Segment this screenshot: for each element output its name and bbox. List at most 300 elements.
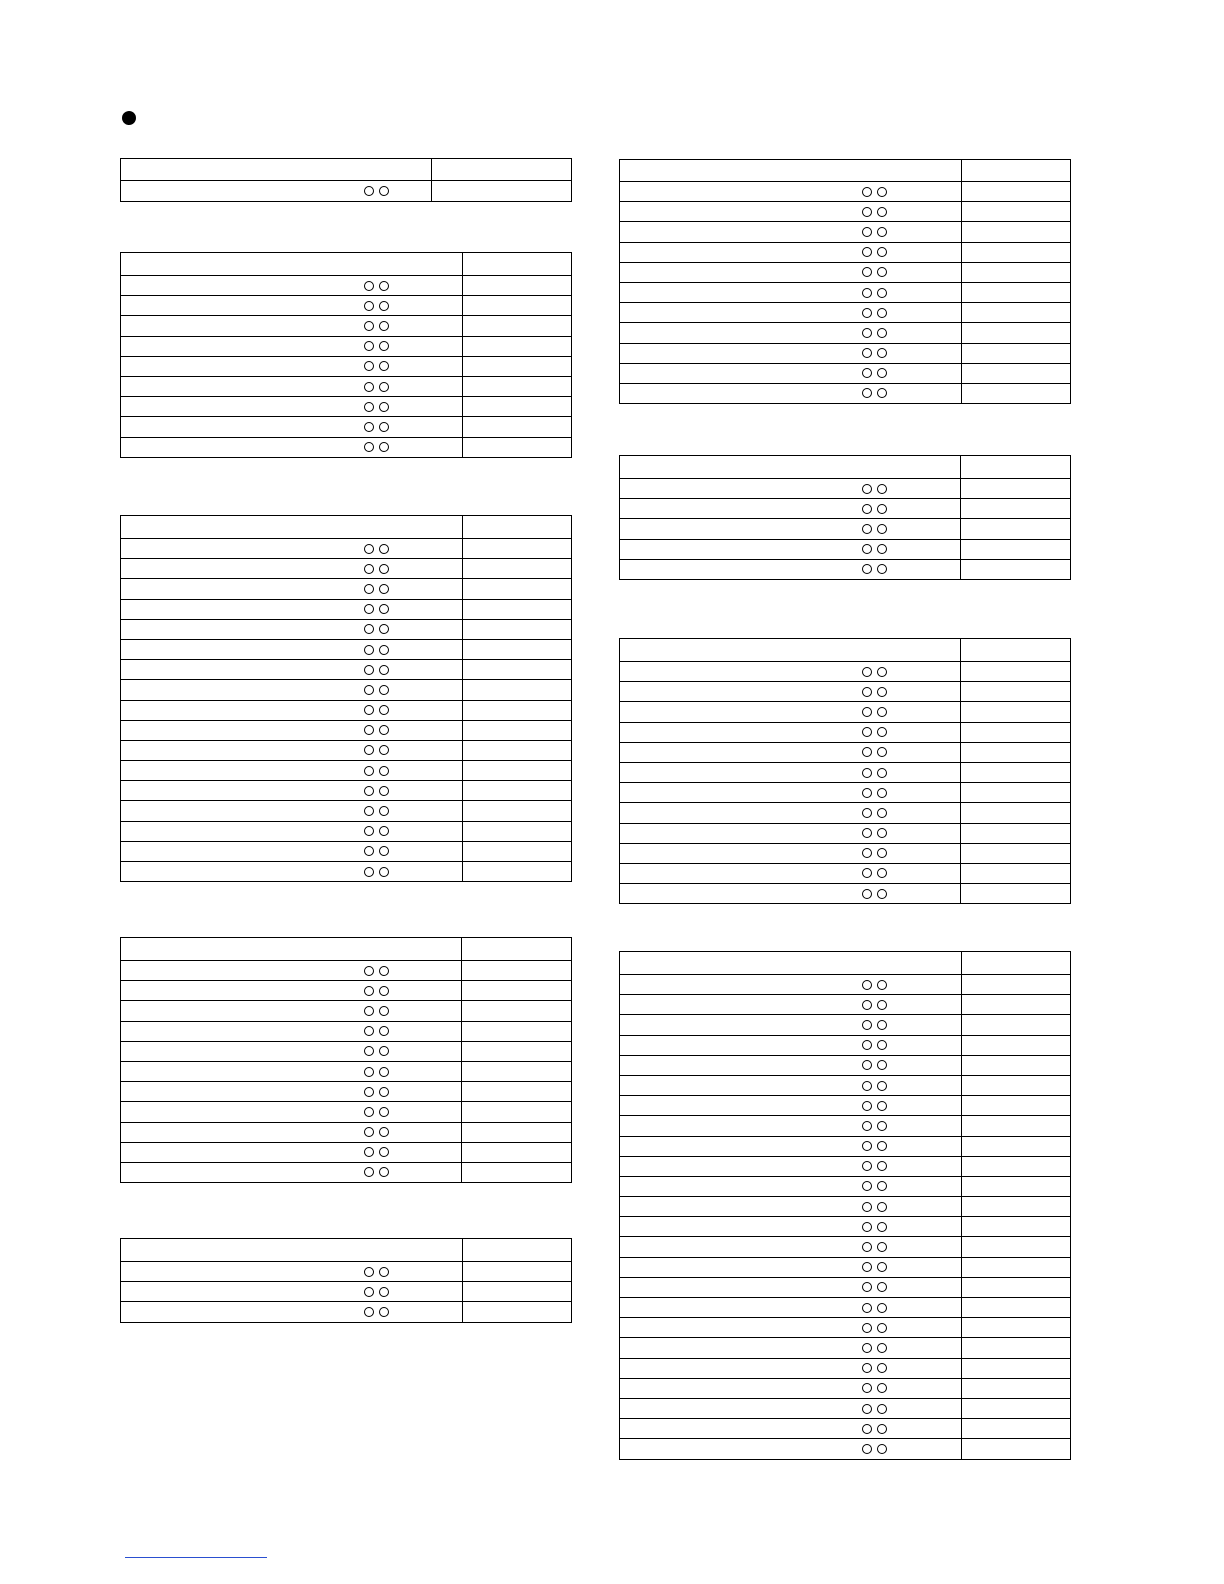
radio-circle-icon[interactable] — [862, 1141, 872, 1151]
radio-circle-icon[interactable] — [379, 1127, 389, 1137]
row-label-cell — [620, 1035, 962, 1055]
radio-group — [364, 786, 389, 796]
radio-circle-icon[interactable] — [364, 867, 374, 877]
table-row — [620, 222, 1071, 242]
radio-group — [862, 267, 887, 277]
radio-circle-icon[interactable] — [862, 1404, 872, 1414]
radio-circle-icon[interactable] — [379, 1046, 389, 1056]
radio-circle-icon[interactable] — [379, 442, 389, 452]
radio-circle-icon[interactable] — [877, 768, 887, 778]
radio-circle-icon[interactable] — [364, 544, 374, 554]
radio-circle-icon[interactable] — [379, 624, 389, 634]
radio-circle-icon[interactable] — [877, 848, 887, 858]
row-value-cell — [962, 1136, 1071, 1156]
radio-group — [862, 484, 887, 494]
row-value-cell — [462, 1122, 572, 1142]
table-header-row — [121, 253, 572, 276]
row-value-cell — [463, 579, 572, 599]
table-row — [620, 762, 1071, 782]
radio-circle-icon[interactable] — [862, 1444, 872, 1454]
row-label-cell — [620, 1176, 962, 1196]
radio-circle-icon[interactable] — [877, 1444, 887, 1454]
radio-group — [364, 705, 389, 715]
radio-circle-icon[interactable] — [364, 806, 374, 816]
radio-circle-icon[interactable] — [379, 321, 389, 331]
radio-circle-icon[interactable] — [862, 980, 872, 990]
radio-circle-icon[interactable] — [877, 1161, 887, 1171]
radio-circle-icon[interactable] — [877, 1121, 887, 1131]
radio-circle-icon[interactable] — [862, 1121, 872, 1131]
radio-circle-icon[interactable] — [877, 1323, 887, 1333]
row-value-cell — [463, 336, 572, 356]
radio-circle-icon[interactable] — [862, 1242, 872, 1252]
radio-circle-icon[interactable] — [379, 1267, 389, 1277]
radio-circle-icon[interactable] — [379, 786, 389, 796]
radio-circle-icon[interactable] — [364, 341, 374, 351]
header-cell-value — [463, 516, 572, 539]
radio-circle-icon[interactable] — [877, 828, 887, 838]
radio-circle-icon[interactable] — [364, 402, 374, 412]
radio-group — [364, 685, 389, 695]
radio-circle-icon[interactable] — [364, 745, 374, 755]
radio-circle-icon[interactable] — [379, 422, 389, 432]
row-value-cell — [962, 1176, 1071, 1196]
table-row — [121, 821, 572, 841]
radio-circle-icon[interactable] — [862, 1323, 872, 1333]
footer-link-underline[interactable] — [125, 1557, 267, 1558]
radio-circle-icon[interactable] — [877, 1282, 887, 1292]
radio-group — [862, 980, 887, 990]
radio-circle-icon[interactable] — [862, 868, 872, 878]
table-row — [121, 700, 572, 720]
radio-circle-icon[interactable] — [379, 705, 389, 715]
radio-circle-icon[interactable] — [877, 564, 887, 574]
radio-circle-icon[interactable] — [379, 1167, 389, 1177]
radio-circle-icon[interactable] — [862, 1343, 872, 1353]
row-value-cell — [962, 1035, 1071, 1055]
radio-circle-icon[interactable] — [862, 828, 872, 838]
radio-circle-icon[interactable] — [862, 267, 872, 277]
header-cell-value — [961, 456, 1071, 479]
row-label-cell — [620, 702, 961, 722]
table-row — [121, 437, 572, 457]
radio-group — [364, 442, 389, 452]
radio-circle-icon[interactable] — [862, 727, 872, 737]
radio-circle-icon[interactable] — [379, 402, 389, 412]
row-label-cell — [620, 1358, 962, 1378]
radio-circle-icon[interactable] — [379, 544, 389, 554]
radio-circle-icon[interactable] — [862, 388, 872, 398]
row-label-cell — [121, 961, 462, 981]
radio-circle-icon[interactable] — [364, 1087, 374, 1097]
radio-circle-icon[interactable] — [862, 707, 872, 717]
radio-circle-icon[interactable] — [379, 1087, 389, 1097]
radio-circle-icon[interactable] — [877, 1060, 887, 1070]
radio-circle-icon[interactable] — [877, 524, 887, 534]
radio-circle-icon[interactable] — [862, 1363, 872, 1373]
radio-circle-icon[interactable] — [379, 301, 389, 311]
radio-circle-icon[interactable] — [877, 388, 887, 398]
radio-circle-icon[interactable] — [862, 564, 872, 574]
row-value-cell — [463, 781, 572, 801]
radio-circle-icon[interactable] — [877, 484, 887, 494]
radio-circle-icon[interactable] — [877, 504, 887, 514]
row-label-cell — [620, 282, 962, 302]
table-header-row — [121, 159, 572, 181]
radio-circle-icon[interactable] — [877, 727, 887, 737]
row-label-cell — [620, 682, 961, 702]
row-value-cell — [462, 961, 572, 981]
table-row — [121, 862, 572, 882]
radio-circle-icon[interactable] — [877, 1343, 887, 1353]
radio-circle-icon[interactable] — [379, 1287, 389, 1297]
form-table-i — [619, 951, 1071, 1460]
row-label-cell — [121, 841, 463, 861]
radio-circle-icon[interactable] — [379, 186, 389, 196]
radio-circle-icon[interactable] — [877, 1020, 887, 1030]
radio-circle-icon[interactable] — [862, 1202, 872, 1212]
radio-circle-icon[interactable] — [877, 1303, 887, 1313]
row-label-cell — [620, 262, 962, 282]
radio-circle-icon[interactable] — [379, 341, 389, 351]
radio-circle-icon[interactable] — [379, 1067, 389, 1077]
radio-circle-icon[interactable] — [379, 986, 389, 996]
radio-circle-icon[interactable] — [877, 1404, 887, 1414]
radio-circle-icon[interactable] — [862, 667, 872, 677]
radio-circle-icon[interactable] — [364, 1107, 374, 1117]
radio-circle-icon[interactable] — [877, 227, 887, 237]
radio-circle-icon[interactable] — [862, 1181, 872, 1191]
radio-circle-icon[interactable] — [364, 826, 374, 836]
table-row — [620, 559, 1071, 579]
table-row — [620, 1015, 1071, 1035]
radio-circle-icon[interactable] — [364, 361, 374, 371]
radio-circle-icon[interactable] — [877, 1363, 887, 1373]
radio-circle-icon[interactable] — [877, 707, 887, 717]
radio-circle-icon[interactable] — [862, 1424, 872, 1434]
row-label-cell — [620, 242, 962, 262]
row-label-cell — [121, 1162, 462, 1182]
radio-circle-icon[interactable] — [862, 227, 872, 237]
radio-circle-icon[interactable] — [877, 288, 887, 298]
row-label-cell — [121, 296, 463, 316]
header-cell-label — [121, 159, 432, 181]
radio-circle-icon[interactable] — [379, 867, 389, 877]
table-row — [121, 680, 572, 700]
radio-circle-icon[interactable] — [877, 544, 887, 554]
radio-circle-icon[interactable] — [379, 361, 389, 371]
radio-circle-icon[interactable] — [364, 846, 374, 856]
table-row — [620, 823, 1071, 843]
radio-circle-icon[interactable] — [862, 1081, 872, 1091]
radio-circle-icon[interactable] — [364, 1006, 374, 1016]
radio-circle-icon[interactable] — [862, 1282, 872, 1292]
radio-group — [364, 867, 389, 877]
table-row — [620, 1277, 1071, 1297]
radio-circle-icon[interactable] — [862, 1101, 872, 1111]
radio-circle-icon[interactable] — [364, 1046, 374, 1056]
radio-circle-icon[interactable] — [379, 766, 389, 776]
row-value-cell — [961, 682, 1071, 702]
row-value-cell — [463, 599, 572, 619]
radio-circle-icon[interactable] — [862, 207, 872, 217]
radio-circle-icon[interactable] — [862, 1020, 872, 1030]
radio-circle-icon[interactable] — [364, 725, 374, 735]
radio-group — [862, 1202, 887, 1212]
radio-circle-icon[interactable] — [862, 1000, 872, 1010]
radio-circle-icon[interactable] — [862, 484, 872, 494]
radio-circle-icon[interactable] — [877, 1424, 887, 1434]
radio-circle-icon[interactable] — [862, 368, 872, 378]
form-table-g — [619, 455, 1071, 580]
radio-circle-icon[interactable] — [364, 1067, 374, 1077]
radio-circle-icon[interactable] — [379, 604, 389, 614]
row-value-cell — [961, 843, 1071, 863]
radio-circle-icon[interactable] — [379, 564, 389, 574]
radio-circle-icon[interactable] — [364, 422, 374, 432]
radio-circle-icon[interactable] — [877, 687, 887, 697]
row-value-cell — [462, 1102, 572, 1122]
table-row — [121, 1102, 572, 1122]
radio-circle-icon[interactable] — [877, 667, 887, 677]
radio-circle-icon[interactable] — [862, 544, 872, 554]
radio-circle-icon[interactable] — [877, 868, 887, 878]
radio-circle-icon[interactable] — [877, 1242, 887, 1252]
radio-group — [364, 1147, 389, 1157]
radio-circle-icon[interactable] — [379, 966, 389, 976]
radio-circle-icon[interactable] — [364, 1287, 374, 1297]
radio-circle-icon[interactable] — [364, 705, 374, 715]
radio-circle-icon[interactable] — [877, 1181, 887, 1191]
radio-circle-icon[interactable] — [862, 247, 872, 257]
radio-circle-icon[interactable] — [862, 889, 872, 899]
radio-circle-icon[interactable] — [877, 247, 887, 257]
table-row — [121, 961, 572, 981]
radio-circle-icon[interactable] — [364, 685, 374, 695]
table-row — [620, 662, 1071, 682]
radio-group — [364, 745, 389, 755]
radio-circle-icon[interactable] — [877, 788, 887, 798]
radio-group — [862, 848, 887, 858]
row-value-cell — [961, 559, 1071, 579]
table-row — [620, 343, 1071, 363]
radio-group — [862, 1323, 887, 1333]
row-label-cell — [121, 599, 463, 619]
radio-circle-icon[interactable] — [379, 665, 389, 675]
radio-group — [862, 348, 887, 358]
radio-circle-icon[interactable] — [877, 980, 887, 990]
radio-circle-icon[interactable] — [877, 368, 887, 378]
radio-circle-icon[interactable] — [877, 348, 887, 358]
radio-circle-icon[interactable] — [379, 645, 389, 655]
radio-circle-icon[interactable] — [379, 1006, 389, 1016]
row-label-cell — [620, 1398, 962, 1418]
radio-circle-icon[interactable] — [877, 889, 887, 899]
row-label-cell — [620, 1237, 962, 1257]
row-label-cell — [620, 1419, 962, 1439]
radio-group — [364, 1127, 389, 1137]
form-table-d — [120, 937, 572, 1183]
table-row — [121, 781, 572, 801]
radio-circle-icon[interactable] — [379, 826, 389, 836]
radio-circle-icon[interactable] — [379, 745, 389, 755]
radio-group — [862, 667, 887, 677]
radio-circle-icon[interactable] — [862, 1222, 872, 1232]
radio-circle-icon[interactable] — [364, 786, 374, 796]
radio-circle-icon[interactable] — [862, 288, 872, 298]
row-value-cell — [961, 783, 1071, 803]
row-label-cell — [121, 376, 463, 396]
header-cell-value — [962, 160, 1071, 182]
radio-circle-icon[interactable] — [364, 1147, 374, 1157]
radio-circle-icon[interactable] — [862, 308, 872, 318]
radio-circle-icon[interactable] — [862, 524, 872, 534]
radio-circle-icon[interactable] — [364, 186, 374, 196]
row-value-cell — [962, 202, 1071, 222]
table-row — [121, 559, 572, 579]
radio-circle-icon[interactable] — [364, 645, 374, 655]
table-row — [620, 242, 1071, 262]
radio-circle-icon[interactable] — [877, 187, 887, 197]
radio-circle-icon[interactable] — [379, 1107, 389, 1117]
radio-circle-icon[interactable] — [862, 808, 872, 818]
radio-circle-icon[interactable] — [364, 966, 374, 976]
radio-circle-icon[interactable] — [862, 1303, 872, 1313]
row-label-cell — [620, 1318, 962, 1338]
radio-circle-icon[interactable] — [862, 747, 872, 757]
radio-circle-icon[interactable] — [877, 1202, 887, 1212]
radio-circle-icon[interactable] — [877, 207, 887, 217]
radio-circle-icon[interactable] — [379, 281, 389, 291]
row-value-cell — [463, 376, 572, 396]
radio-circle-icon[interactable] — [364, 986, 374, 996]
radio-circle-icon[interactable] — [364, 281, 374, 291]
table-row — [620, 1156, 1071, 1176]
radio-circle-icon[interactable] — [877, 1081, 887, 1091]
row-label-cell — [121, 1262, 463, 1282]
radio-circle-icon[interactable] — [877, 1262, 887, 1272]
header-cell-value — [432, 159, 572, 181]
row-value-cell — [462, 1061, 572, 1081]
radio-circle-icon[interactable] — [877, 1101, 887, 1111]
radio-group — [862, 1222, 887, 1232]
radio-circle-icon[interactable] — [364, 766, 374, 776]
bullet-icon — [122, 111, 136, 125]
radio-circle-icon[interactable] — [379, 1307, 389, 1317]
table-row — [121, 276, 572, 296]
radio-circle-icon[interactable] — [862, 328, 872, 338]
radio-circle-icon[interactable] — [364, 1267, 374, 1277]
table-row — [620, 499, 1071, 519]
table-row — [121, 660, 572, 680]
form-table-h — [619, 638, 1071, 904]
table-row — [121, 181, 572, 202]
radio-group — [862, 328, 887, 338]
row-label-cell — [121, 1061, 462, 1081]
radio-circle-icon[interactable] — [379, 806, 389, 816]
radio-circle-icon[interactable] — [862, 768, 872, 778]
radio-circle-icon[interactable] — [862, 1262, 872, 1272]
radio-circle-icon[interactable] — [862, 687, 872, 697]
row-label-cell — [620, 1277, 962, 1297]
row-value-cell — [463, 417, 572, 437]
row-label-cell — [620, 722, 961, 742]
radio-circle-icon[interactable] — [364, 584, 374, 594]
radio-circle-icon[interactable] — [877, 1141, 887, 1151]
radio-circle-icon[interactable] — [379, 1147, 389, 1157]
table-row — [620, 1237, 1071, 1257]
radio-circle-icon[interactable] — [364, 301, 374, 311]
radio-circle-icon[interactable] — [877, 1000, 887, 1010]
radio-circle-icon[interactable] — [877, 808, 887, 818]
radio-circle-icon[interactable] — [364, 1167, 374, 1177]
radio-circle-icon[interactable] — [379, 1026, 389, 1036]
table-row — [620, 1136, 1071, 1156]
radio-circle-icon[interactable] — [379, 382, 389, 392]
radio-circle-icon[interactable] — [379, 846, 389, 856]
radio-circle-icon[interactable] — [364, 604, 374, 614]
radio-circle-icon[interactable] — [862, 1383, 872, 1393]
row-value-cell — [463, 1302, 572, 1322]
radio-circle-icon[interactable] — [379, 725, 389, 735]
radio-circle-icon[interactable] — [862, 1161, 872, 1171]
table-row — [620, 182, 1071, 202]
row-label-cell — [620, 1439, 962, 1459]
radio-group — [364, 766, 389, 776]
radio-circle-icon[interactable] — [877, 747, 887, 757]
radio-circle-icon[interactable] — [364, 1307, 374, 1317]
row-value-cell — [962, 323, 1071, 343]
radio-circle-icon[interactable] — [877, 1222, 887, 1232]
radio-circle-icon[interactable] — [364, 564, 374, 574]
row-label-cell — [620, 182, 962, 202]
row-label-cell — [620, 343, 962, 363]
header-cell-label — [121, 938, 462, 961]
radio-group — [364, 846, 389, 856]
radio-circle-icon[interactable] — [877, 1040, 887, 1050]
radio-circle-icon[interactable] — [364, 665, 374, 675]
radio-circle-icon[interactable] — [364, 442, 374, 452]
radio-circle-icon[interactable] — [862, 504, 872, 514]
radio-circle-icon[interactable] — [877, 1383, 887, 1393]
radio-circle-icon[interactable] — [862, 348, 872, 358]
radio-circle-icon[interactable] — [364, 624, 374, 634]
radio-circle-icon[interactable] — [862, 187, 872, 197]
radio-circle-icon[interactable] — [862, 848, 872, 858]
radio-circle-icon[interactable] — [379, 685, 389, 695]
radio-circle-icon[interactable] — [862, 788, 872, 798]
radio-circle-icon[interactable] — [364, 1127, 374, 1137]
row-label-cell — [620, 363, 962, 383]
radio-group — [364, 1046, 389, 1056]
row-label-cell — [121, 316, 463, 336]
radio-circle-icon[interactable] — [877, 328, 887, 338]
radio-circle-icon[interactable] — [877, 267, 887, 277]
radio-circle-icon[interactable] — [877, 308, 887, 318]
radio-circle-icon[interactable] — [379, 584, 389, 594]
row-label-cell — [620, 823, 961, 843]
table-row — [620, 1055, 1071, 1075]
radio-circle-icon[interactable] — [862, 1060, 872, 1070]
table-row — [620, 262, 1071, 282]
table-row — [121, 1122, 572, 1142]
row-label-cell — [620, 559, 961, 579]
radio-circle-icon[interactable] — [364, 382, 374, 392]
radio-group — [862, 747, 887, 757]
radio-circle-icon[interactable] — [364, 1026, 374, 1036]
radio-circle-icon[interactable] — [364, 321, 374, 331]
radio-circle-icon[interactable] — [862, 1040, 872, 1050]
